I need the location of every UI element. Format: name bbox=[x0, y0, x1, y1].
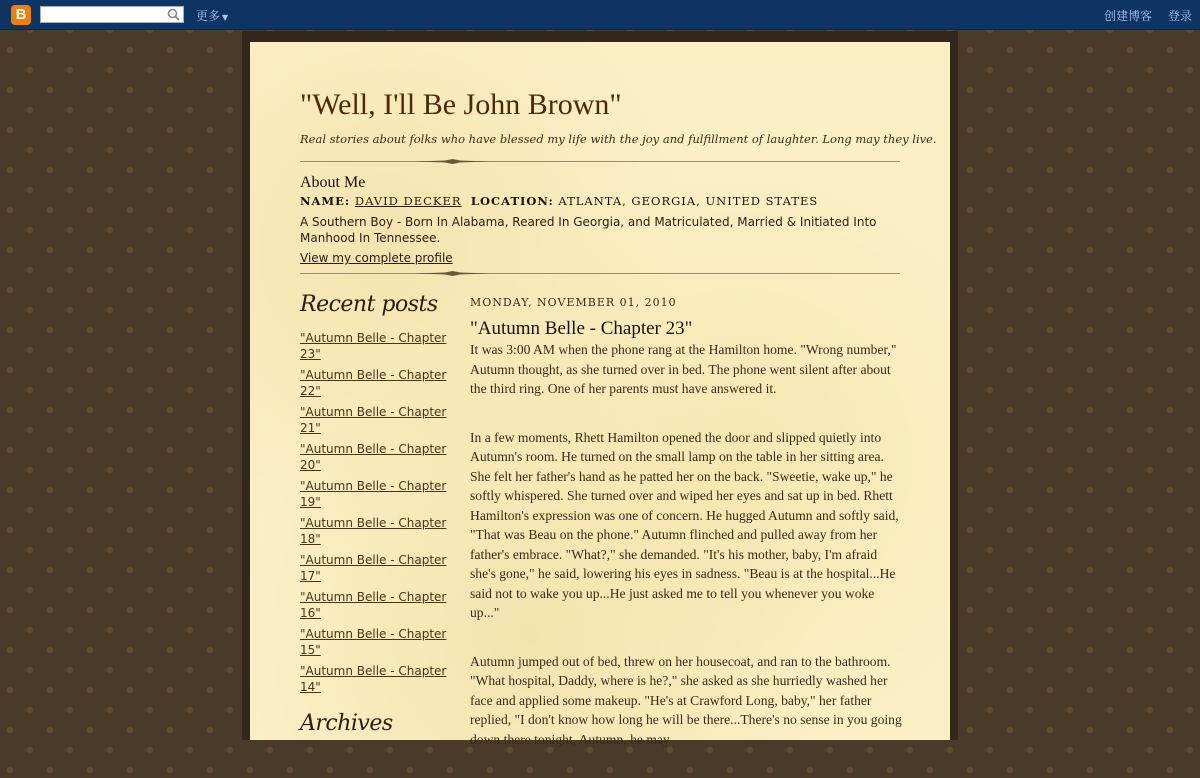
recent-post-link[interactable]: "Autumn Belle - Chapter 18" bbox=[300, 516, 447, 546]
list-item bbox=[300, 368, 460, 405]
list-item bbox=[300, 405, 460, 442]
blogger-logo-icon[interactable]: B bbox=[11, 5, 31, 25]
recent-post-link[interactable]: "Autumn Belle - Chapter 21" bbox=[300, 405, 447, 435]
about-bio: A Southern Boy - Born In Alabama, Reared In Georgia, and Matriculated, Married & Initiated Into Manhood In Tennessee. bbox=[300, 215, 877, 245]
recent-post-link[interactable]: "Autumn Belle - Chapter 14" bbox=[300, 664, 447, 694]
location-label: LOCATION: bbox=[470, 194, 554, 208]
recent-posts-list bbox=[300, 331, 460, 701]
top-navbar bbox=[0, 0, 1200, 30]
login-link[interactable]: 登录 bbox=[1167, 9, 1192, 23]
navbar-more-menu[interactable] bbox=[196, 7, 228, 24]
divider-ornament-icon bbox=[415, 271, 490, 276]
list-item bbox=[300, 479, 460, 516]
navbar-search-box bbox=[40, 6, 184, 23]
about-divider bbox=[300, 273, 900, 274]
view-profile-link[interactable]: View my complete profile bbox=[300, 251, 453, 265]
list-item bbox=[300, 442, 460, 479]
list-item bbox=[300, 627, 460, 664]
recent-post-link[interactable]: "Autumn Belle - Chapter 20" bbox=[300, 442, 447, 472]
recent-post-link[interactable]: "Autumn Belle - Chapter 16" bbox=[300, 590, 447, 620]
list-item bbox=[300, 553, 460, 590]
create-blog-link[interactable]: 创建博客 bbox=[1104, 9, 1153, 23]
post-title[interactable]: "Autumn Belle - Chapter 23" bbox=[470, 318, 693, 339]
recent-post-link[interactable]: "Autumn Belle - Chapter 17" bbox=[300, 553, 447, 583]
archives-heading: Archives bbox=[300, 711, 393, 736]
divider-ornament-icon bbox=[415, 159, 490, 164]
name-label: NAME: bbox=[300, 194, 351, 208]
recent-post-link[interactable]: "Autumn Belle - Chapter 19" bbox=[300, 479, 447, 509]
post-body bbox=[470, 340, 902, 778]
recent-post-link[interactable]: "Autumn Belle - Chapter 22" bbox=[300, 368, 447, 398]
post-paragraph: Autumn jumped out of bed, threw on her housecoat, and ran to the bathroom. "What hospital, Daddy, where is he?," she asked as she hurriedly washed her face and applied some makeup. "He's at Crawford Long, baby," her father replied, "I don't know how long he will be there...There's no sense in you going down there tonight, Autumn, he may bbox=[470, 653, 902, 747]
author-name-link[interactable]: DAVID DECKER bbox=[354, 194, 462, 208]
blog-description: Real stories about folks who have blessed my life with the joy and fulfillment of laughter. Long may they live. bbox=[300, 132, 937, 146]
post-paragraph: It was 3:00 AM when the phone rang at the Hamilton home. "Wrong number," Autumn thought, as she turned over in bed. The phone went silent after about the third ring. One of her parents must have answered it. bbox=[470, 342, 897, 396]
list-item bbox=[300, 331, 460, 368]
list-item bbox=[300, 664, 460, 701]
recent-posts-heading: Recent posts bbox=[300, 292, 438, 317]
list-item bbox=[300, 590, 460, 627]
recent-post-link[interactable]: "Autumn Belle - Chapter 23" bbox=[300, 331, 447, 361]
recent-post-link[interactable]: "Autumn Belle - Chapter 15" bbox=[300, 627, 447, 657]
about-name-location bbox=[300, 194, 818, 208]
blog-title[interactable]: "Well, I'll Be John Brown" bbox=[300, 88, 622, 121]
post-date: MONDAY, NOVEMBER 01, 2010 bbox=[470, 296, 677, 309]
navbar-more-label: 更多 bbox=[196, 9, 221, 23]
header-divider bbox=[300, 161, 900, 162]
chevron-down-icon: ▼ bbox=[222, 13, 229, 22]
location-value: ATLANTA, GEORGIA, UNITED STATES bbox=[558, 194, 819, 208]
search-icon[interactable] bbox=[167, 8, 180, 21]
about-me-heading: About Me bbox=[300, 174, 366, 191]
post-paragraph: In a few moments, Rhett Hamilton opened the door and slipped quietly into Autumn's room. He turned on the small lamp on the table in her sitting area. She felt her father's hand as he patted her on the back. "Sweetie, wake up," he softly whispered. She turned over and wiped her eyes and sat up in bed. Rhett Hamilton's expression was one of concern. He hugged Autumn and softly said, "That was Beau on the phone." Autumn flinched and pulled away from her father's embrace. "What?," she demanded. "It's his mother, baby, I'm afraid she's gone," he said, lowering his eyes in sadness. "Beau is at the hospital...He said not to wake you up...He just asked me to tell you whenever you woke up..." bbox=[470, 429, 899, 620]
navbar-search-input[interactable] bbox=[41, 11, 169, 26]
list-item bbox=[300, 516, 460, 553]
navbar-right-links bbox=[1092, 7, 1192, 24]
